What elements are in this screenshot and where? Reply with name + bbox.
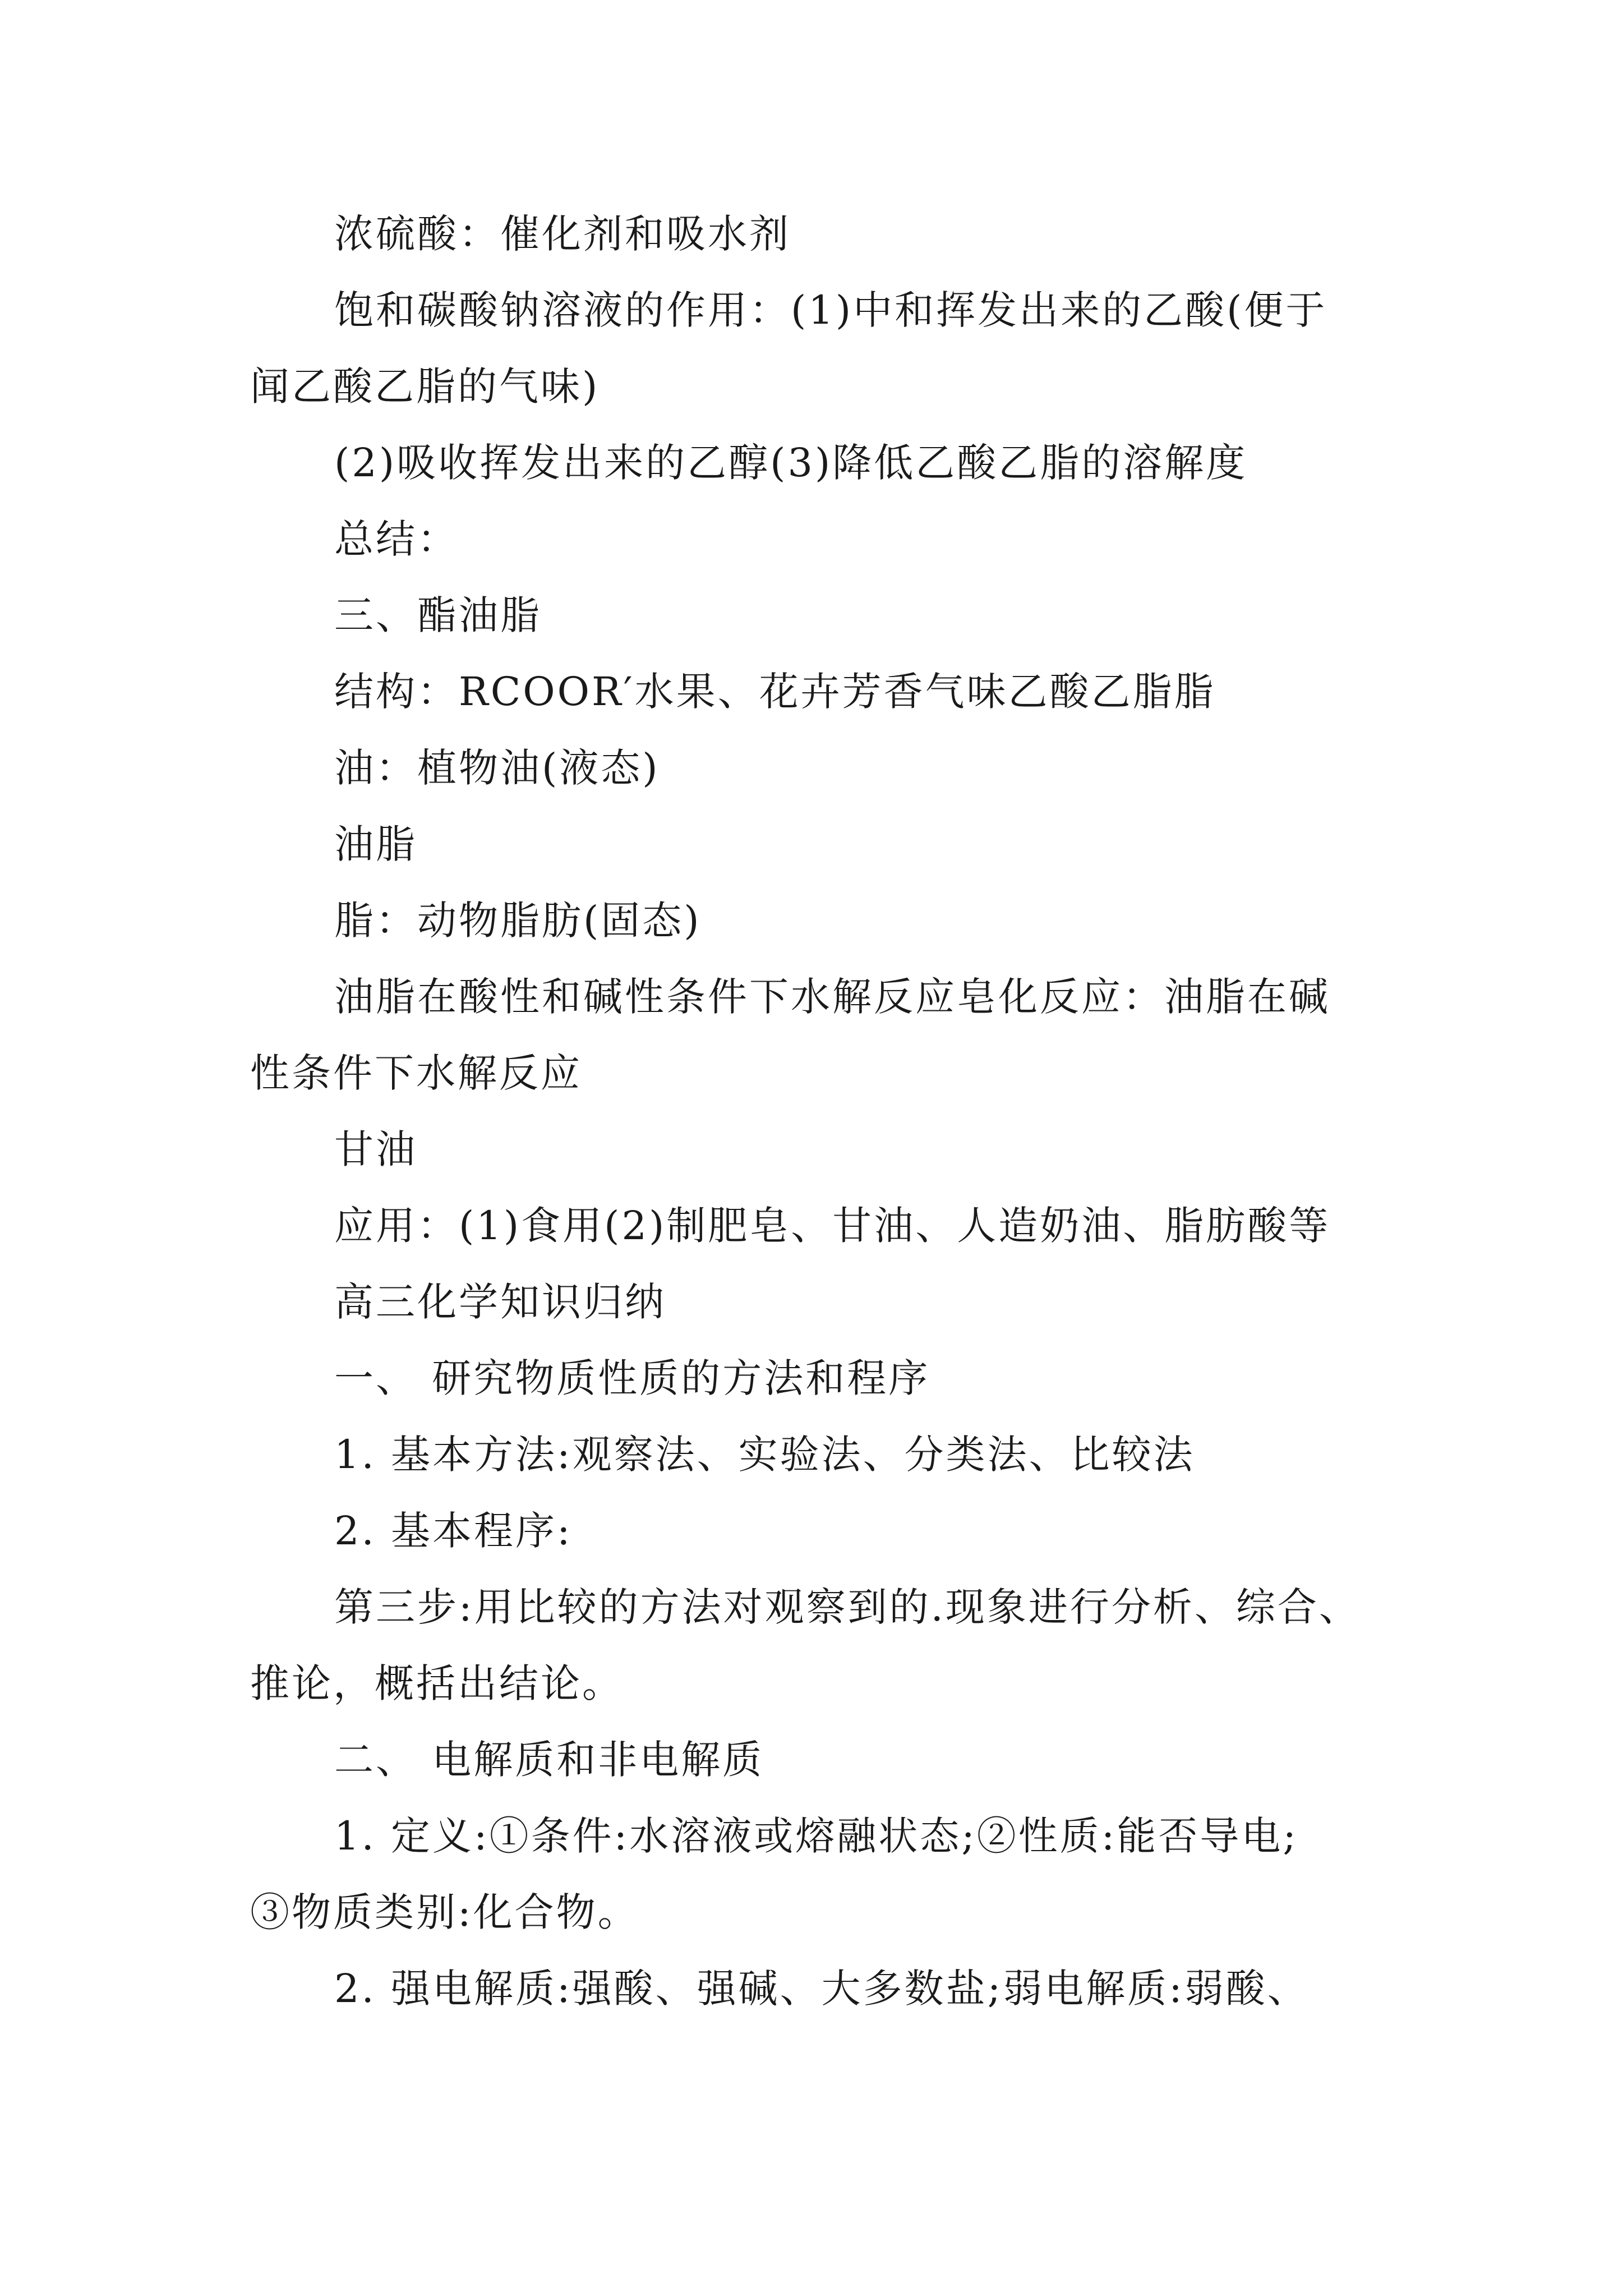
line-oil: 油：植物油(液态) — [334, 745, 660, 791]
line-step-three-cont: 推论，概括出结论。 — [250, 1660, 624, 1706]
line-glycerol: 甘油 — [334, 1126, 417, 1172]
line-absorb-ethanol: (2)吸收挥发出来的乙醇(3)降低乙酸乙脂的溶解度 — [334, 440, 1248, 486]
line-basic-methods: 1. 基本方法:观察法、实验法、分类法、比较法 — [334, 1432, 1195, 1478]
line-step-three: 第三步:用比较的方法对观察到的.现象进行分析、综合、 — [334, 1584, 1361, 1630]
line-strong-weak: 2. 强电解质:强酸、强碱、大多数盐;弱电解质:弱酸、 — [334, 1966, 1309, 2012]
doc-title: 高三化学知识归纳 — [334, 1279, 666, 1325]
line-definition: 1. 定义:①条件:水溶液或熔融状态;②性质:能否导电; — [334, 1813, 1298, 1859]
section-heading-methods: 一、 研究物质性质的方法和程序 — [334, 1355, 930, 1401]
line-applications: 应用：(1)食用(2)制肥皂、甘油、人造奶油、脂肪酸等 — [334, 1203, 1331, 1249]
line-catalyst: 浓硫酸：催化剂和吸水剂 — [334, 211, 791, 257]
line-hydrolysis: 油脂在酸性和碱性条件下水解反应皂化反应：油脂在碱 — [334, 974, 1330, 1020]
line-fats: 油脂 — [334, 821, 417, 867]
line-sodium-carbonate: 饱和碳酸钠溶液的作用：(1)中和挥发出来的乙酸(便于 — [334, 287, 1327, 333]
line-structure: 结构：RCOOR′水果、花卉芳香气味乙酸乙脂脂 — [334, 669, 1216, 715]
line-hydrolysis-cont: 性条件下水解反应 — [250, 1050, 582, 1096]
line-summary: 总结： — [334, 516, 459, 562]
section-heading-electrolytes: 二、 电解质和非电解质 — [334, 1737, 764, 1783]
line-basic-procedure: 2. 基本程序: — [334, 1508, 573, 1554]
line-sodium-carbonate-cont: 闻乙酸乙脂的气味) — [250, 364, 600, 409]
line-definition-cont: ③物质类别:化合物。 — [250, 1889, 639, 1935]
section-heading-esters: 三、酯油脂 — [334, 592, 542, 638]
line-fat: 脂：动物脂肪(固态) — [334, 898, 702, 944]
